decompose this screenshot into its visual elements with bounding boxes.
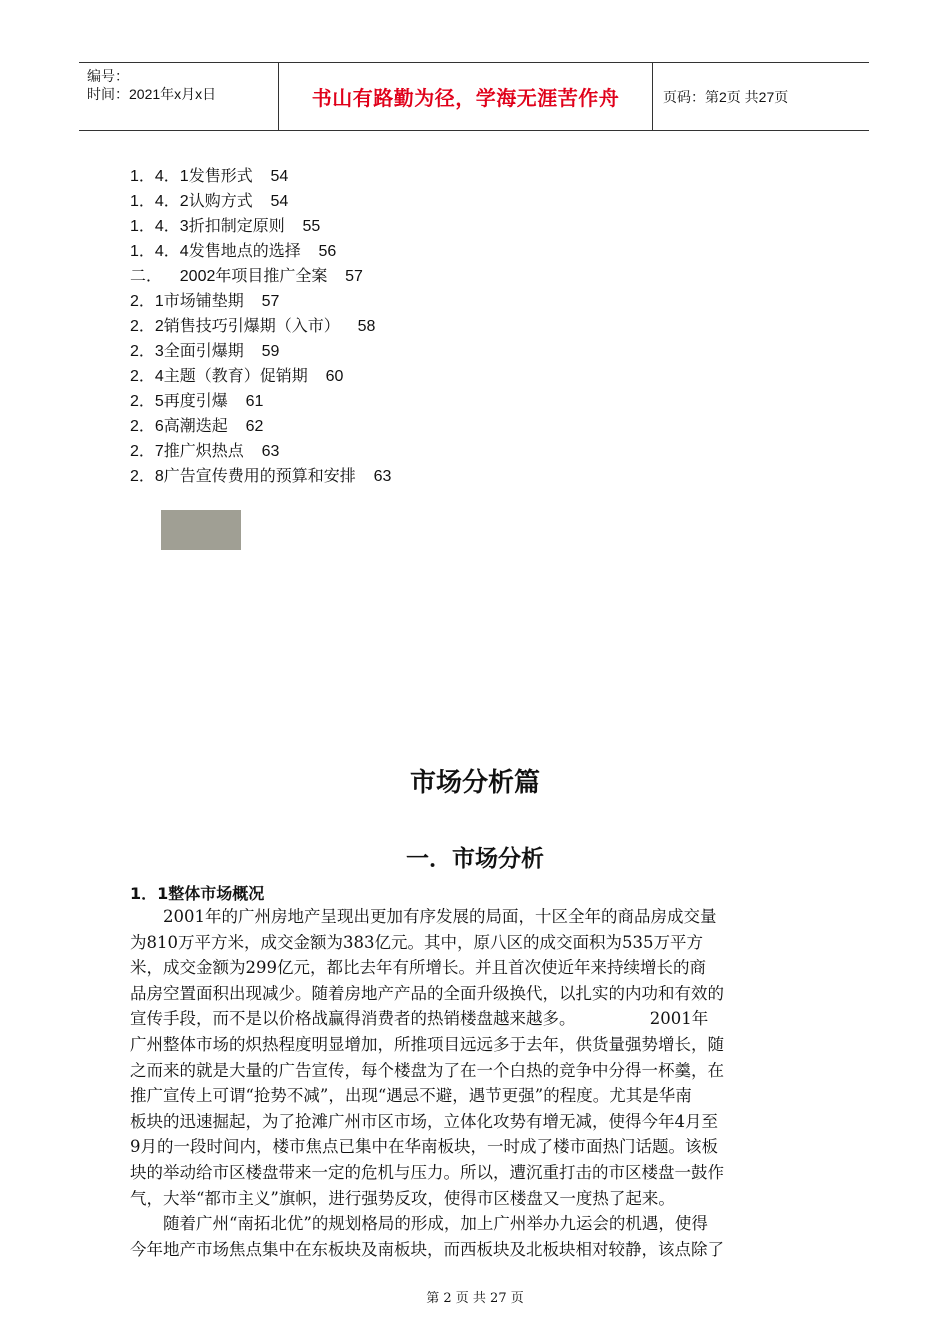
toc-entry: 2．5再度引爆 61 [130, 393, 264, 410]
document-time-label: 时间：2021年x月x日 [87, 86, 217, 102]
gray-placeholder-block [161, 510, 241, 550]
toc-entry: 2．6高潮迭起 62 [130, 418, 264, 435]
toc-entry: 2．4主题（教育）促销期 60 [130, 368, 344, 385]
section-title: 1．1整体市场概况 [130, 884, 265, 903]
body-line: 宣传手段，而不是以价格战赢得消费者的热销楼盘越来越多。 2001年 [130, 1009, 709, 1029]
body-line: 9月的一段时间内，楼市焦点已集中在华南板块，一时成了楼市面热门话题。该板 [130, 1137, 718, 1157]
body-line: 广州整体市场的炽热程度明显增加，所推项目远远多于去年，供货量强势增长，随 [130, 1034, 724, 1054]
toc-entry: 2．3全面引爆期 59 [130, 343, 280, 360]
toc-entry: 2．2销售技巧引爆期（入市） 58 [130, 318, 376, 335]
body-line: 气，大举“都市主义”旗帜，进行强势反攻，使得市区楼盘又一度热了起来。 [130, 1188, 675, 1208]
table-of-contents [130, 164, 391, 489]
body-paragraphs [130, 904, 820, 1262]
toc-entry: 1．4．4发售地点的选择 56 [130, 243, 337, 260]
toc-entry: 2．8广告宣传费用的预算和安排 63 [130, 468, 392, 485]
body-line: 今年地产市场焦点集中在东板块及南板块，而西板块及北板块相对较静，该点除了 [130, 1239, 724, 1259]
header-motto: 书山有路勤为径，学海无涯苦作舟 [279, 63, 653, 130]
toc-entry: 1．4．3折扣制定原则 55 [130, 218, 321, 235]
toc-entry: 1．4．1发售形式 54 [130, 168, 289, 185]
toc-entry: 2．1市场铺垫期 57 [130, 293, 280, 310]
page-footer: 第 2 页 共 27 页 [426, 1291, 524, 1306]
body-line: 2001年的广州房地产呈现出更加有序发展的局面，十区全年的商品房成交量 [130, 907, 717, 926]
body-line: 米，成交金额为299亿元，都比去年有所增长。并且首次使近年来持续增长的商 [130, 958, 706, 978]
toc-entry: 1．4．2认购方式 54 [130, 193, 289, 210]
part-title: 市场分析篇 [409, 768, 540, 798]
document-header [79, 62, 869, 131]
body-line: 之而来的就是大量的广告宣传，每个楼盘为了在一个白热的竞争中分得一杯羹，在 [130, 1060, 724, 1080]
toc-entry: 2．7推广炽热点 63 [130, 443, 280, 460]
header-meta [79, 63, 279, 130]
chapter-title: 一．市场分析 [406, 846, 544, 872]
document-number-label: 编号： [87, 68, 129, 84]
body-line: 块的举动给市区楼盘带来一定的危机与压力。所以，遭沉重打击的市区楼盘一鼓作 [130, 1162, 724, 1182]
body-line: 板块的迅速掘起，为了抢滩广州市区市场，立体化攻势有增无减，使得今年4月至 [130, 1111, 718, 1131]
header-page-info: 页码：第2页 共27页 [663, 88, 789, 105]
toc-entry: 二． 2002年项目推广全案 57 [130, 268, 363, 285]
body-line: 品房空置面积出现减少。随着房地产产品的全面升级换代，以扎实的内功和有效的 [130, 983, 724, 1003]
body-line: 为810万平方米，成交金额为383亿元。其中，原八区的成交面积为535万平方 [130, 932, 703, 952]
body-line: 推广宣传上可谓“抢势不减”，出现“遇忌不避，遇节更强”的程度。尤其是华南 [130, 1086, 692, 1106]
body-line: 随着广州“南拓北优”的规划格局的形成，加上广州举办九运会的机遇，使得 [130, 1214, 708, 1234]
